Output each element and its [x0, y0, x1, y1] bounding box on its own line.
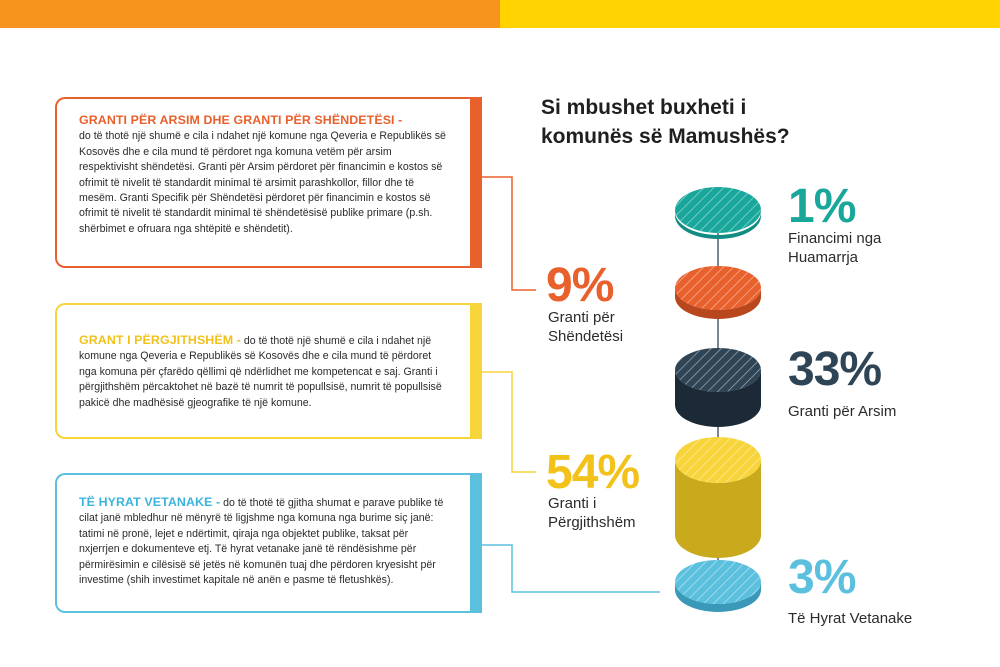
cylinder-segment-pergjithshem: [675, 437, 761, 558]
percent-label-pergjithshem: 54%: [546, 446, 640, 499]
cylinder-segment-hyrat: [675, 560, 761, 612]
segment-label-hyrat: Të Hyrat Vetanake: [788, 610, 913, 627]
definition-term: TË HYRAT VETANAKE -: [79, 495, 221, 509]
page-title: Si mbushet buxheti i komunës së Mamushës?: [541, 96, 790, 148]
cylinder-segment-shendetesi: [675, 266, 761, 319]
definition-text: do të thotë një shumë e cila i ndahet një komune nga Qeveria e Republikës së Kosovës dhe e cila mund të përdoret nga komuna vetëm për arsim respektivisht shëndetësi. Granti për Arsim përdoret për financimin e kostos së ofrimit të nivelit të standardit minimal të arsimit parashkollor, fillor dhe të mesëm. Granti Specifik për Shëndetësi përdoret për financimin e kostos së ofrimit të nivelit të standardit minimal të shëndetësisë publike primare (p.sh. shërbimet e ofruara nga shtëpitë e shëndetit).: [79, 130, 446, 235]
segment-label-huamarrja: Financimi nga Huamarrja: [788, 230, 882, 266]
percent-label-arsim: 33%: [788, 343, 882, 396]
segment-label-shendetesi: Granti për Shëndetësi: [548, 309, 624, 345]
cylinder-segment-arsim: [675, 348, 761, 427]
definition-text: do të thotë një shumë e cila i ndahet një komune nga Qeveria e Republikës së Kosovës dhe e cila mund të përdoret nga komuna për çfarëdo qëllimi që ndërlidhet me kompetencat e saj. Granti i përgjithshëm përcaktohet në bazë të numrit të popullsisë, numrit të popullsisë pakicë dhe madhësisë gjeografike të një komune.: [79, 335, 442, 409]
connector-line-arsim: [470, 177, 536, 290]
connector-line-hyrat: [470, 545, 660, 592]
cylinder-segment-huamarrja: [675, 187, 761, 239]
definition-term: GRANTI PËR ARSIM DHE GRANTI PËR SHËNDETËSI -: [79, 113, 403, 127]
percent-label-huamarrja: 1%: [788, 180, 856, 233]
connector-line-pergjithshem: [470, 372, 536, 472]
definition-text: do të thotë të gjitha shumat e parave publike të cilat janë mbledhur në mënyrë të ligjshme nga komuna nga burime siç janë: tatimi në pronë, lejet e ndërtimit, qiraja nga objektet publike, taksat për nxjerrjen e dokumenteve etj. Të hyrat vetanake janë të rëndësishme për përmirësimin e cilësisë së jetës në komunën tuaj dhe përdoren kryesisht për investime (shih investimet kapitale në anën e pasme të fletushkës).: [79, 497, 444, 587]
definition-term: GRANT I PËRGJITHSHËM -: [79, 333, 241, 347]
segment-label-pergjithshem: Granti i Përgjithshëm: [548, 495, 636, 531]
percent-label-shendetesi: 9%: [546, 259, 614, 312]
segment-label-arsim: Granti për Arsim: [788, 403, 897, 420]
percent-label-hyrat: 3%: [788, 551, 856, 604]
